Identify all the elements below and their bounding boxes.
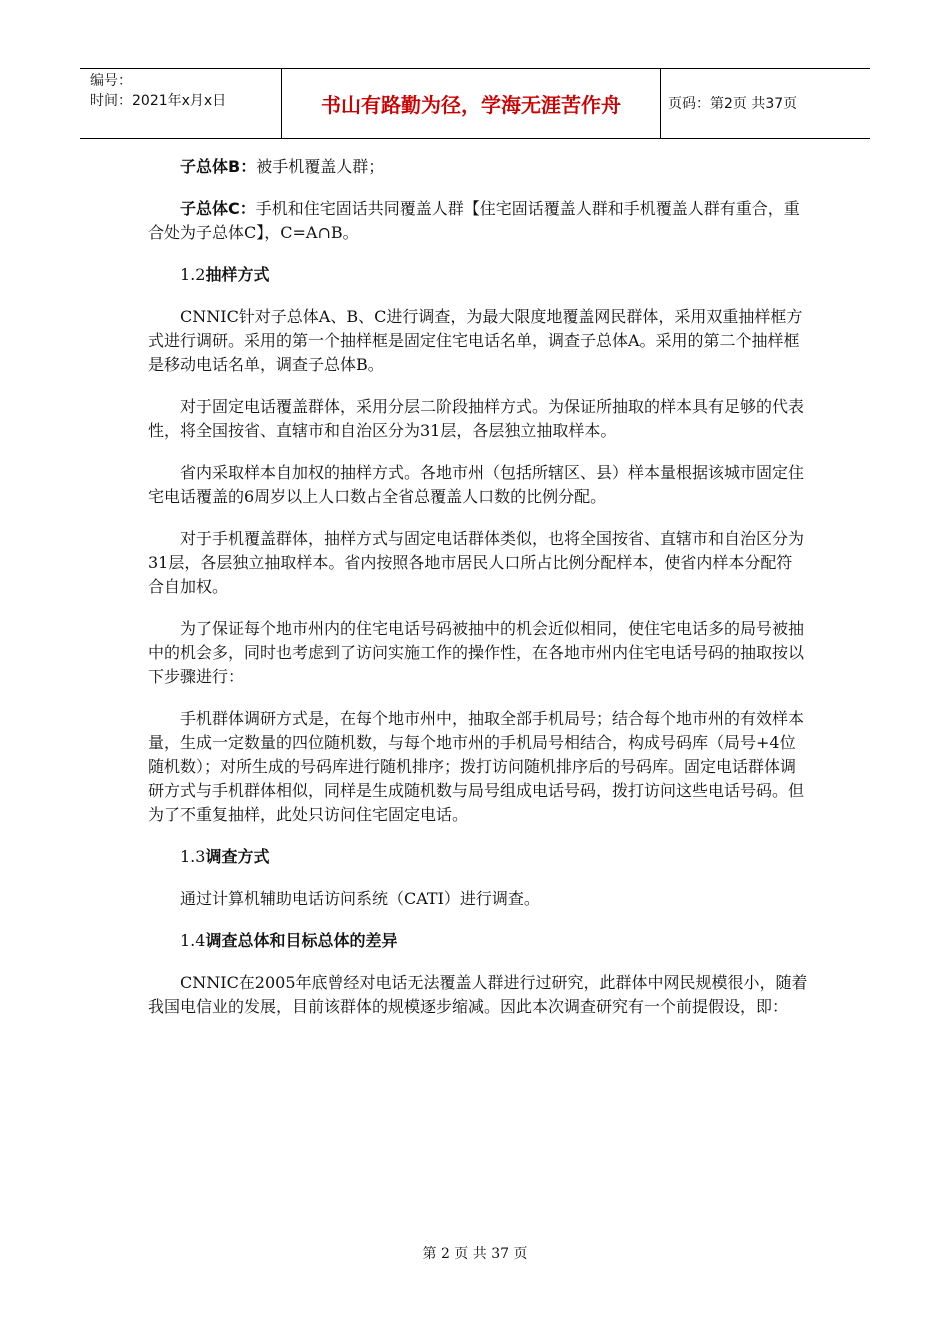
- paragraph: 对于手机覆盖群体，抽样方式与固定电话群体类似，也将全国按省、直辖市和自治区分为31层，各层独立抽取样本。省内按照各地市居民人口所占比例分配样本，使省内样本分配符合自加权。: [148, 529, 805, 596]
- section-title: 抽样方式: [205, 265, 270, 284]
- paragraph: 手机群体调研方式是，在每个地市州中，抽取全部手机局号；结合每个地市州的有效样本量，生成一定数量的四位随机数，与每个地市州的手机局号相结合，构成号码库（局号+4位随机数）；对所生成的号码库进行随机排序；拨打访问随机排序后的号码库。固定电话群体调研方式与手机群体相似，同样是生成随机数与局号组成电话号码，拨打访问这些电话号码。但为了不重复抽样，此处只访问住宅固定电话。: [148, 709, 805, 824]
- paragraph: CNNIC针对子总体A、B、C进行调查，为最大限度地覆盖网民群体，采用双重抽样框方式进行调研。采用的第一个抽样框是固定住宅电话名单，调查子总体A。采用的第二个抽样框是移动电话名单，调查子总体B。: [148, 307, 803, 374]
- paragraph-subpopulation-b: [148, 155, 808, 179]
- page-header: [80, 68, 870, 139]
- document-body: [148, 155, 808, 1037]
- section-heading-1-3: [148, 845, 808, 869]
- section-title: 调查总体和目标总体的差异: [205, 931, 398, 950]
- section-number: 1.4: [180, 931, 206, 950]
- section-title: 调查方式: [205, 847, 270, 866]
- page-footer: 第 2 页 共 37 页: [422, 1246, 528, 1262]
- header-motto: 书山有路勤为径，学海无涯苦作舟: [321, 93, 621, 117]
- header-motto-cell: [281, 69, 661, 138]
- section-heading-1-4: [148, 929, 808, 953]
- section-number: 1.2: [180, 265, 206, 284]
- header-page-cell: [660, 69, 870, 138]
- paragraph-subpopulation-c: [148, 197, 808, 245]
- subpopulation-b-label: 子总体B：: [180, 157, 257, 176]
- document-date-label: 时间：2021年x月x日: [90, 93, 227, 109]
- document-number-label: 编号：: [90, 73, 132, 89]
- paragraph: CNNIC在2005年底曾经对电话无法覆盖人群进行过研究，此群体中网民规模很小，随着我国电信业的发展，目前该群体的规模逐步缩减。因此本次调查研究有一个前提假设，即：: [148, 973, 808, 1016]
- section-number: 1.3: [180, 847, 206, 866]
- header-meta: [80, 69, 280, 138]
- subpopulation-c-label: 子总体C：: [180, 199, 256, 218]
- paragraph: 通过计算机辅助电话访问系统（CATI）进行调查。: [180, 889, 540, 908]
- paragraph: 对于固定电话覆盖群体，采用分层二阶段抽样方式。为保证所抽取的样本具有足够的代表性，将全国按省、直辖市和自治区分为31层，各层独立抽取样本。: [148, 397, 805, 440]
- section-heading-1-2: [148, 263, 808, 287]
- header-page-label: 页码：第2页 共37页: [668, 95, 798, 112]
- subpopulation-c-text: 手机和住宅固话共同覆盖人群【住宅固话覆盖人群和手机覆盖人群有重合，重合处为子总体C】，C=A∩B。: [148, 199, 800, 242]
- paragraph: 为了保证每个地市州内的住宅电话号码被抽中的机会近似相同，使住宅电话多的局号被抽中的机会多，同时也考虑到了访问实施工作的操作性，在各地市州内住宅电话号码的抽取按以下步骤进行：: [148, 619, 805, 686]
- paragraph: 省内采取样本自加权的抽样方式。各地市州（包括所辖区、县）样本量根据该城市固定住宅电话覆盖的6周岁以上人口数占全省总覆盖人口数的比例分配。: [148, 463, 805, 506]
- subpopulation-b-text: 被手机覆盖人群；: [256, 157, 385, 176]
